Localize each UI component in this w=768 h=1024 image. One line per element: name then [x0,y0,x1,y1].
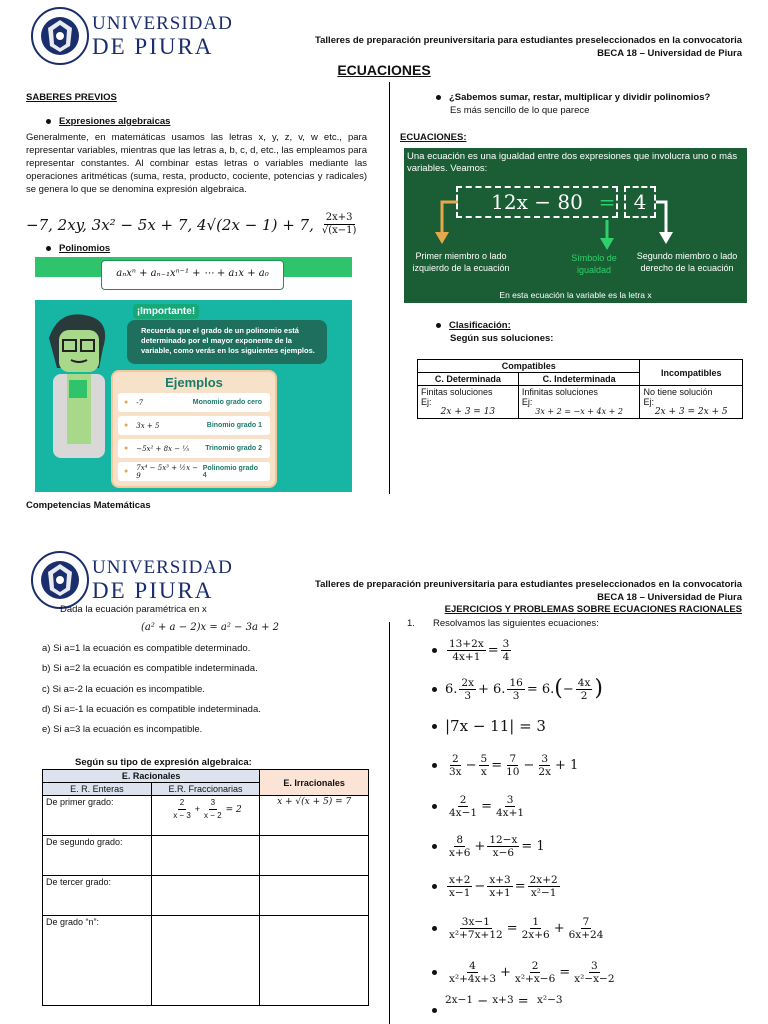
saberes-heading: SABERES PREVIOS [26,92,117,103]
question-answer: Es más sencillo de lo que parece [450,105,590,116]
ejercicios-heading: EJERCICIOS Y PROBLEMAS SOBRE ECUACIONES RACIONALES [444,604,742,615]
page-title: ECUACIONES [337,62,431,78]
cell-ej: Ej: [421,397,432,407]
fraction-numerator: 2x+3 [325,212,353,223]
example-expr: −5x² + 8x − ⅕ [136,444,190,453]
th-incompatibles: Incompatibles [640,360,743,386]
university-seal-icon [30,550,90,610]
bullet-icon [432,763,437,768]
expresiones-heading [60,115,170,128]
example-label: Monomio grado cero [192,399,262,406]
polinomios-heading-text: Polinomios [59,243,111,254]
th-irracionales: E. Irracionales [260,770,369,796]
bullet-icon [432,884,437,889]
th-compatibles: Compatibles [418,360,640,373]
page-header [262,34,742,60]
logo-line-1: UNIVERSIDAD [92,13,233,34]
equation-item [432,708,752,744]
equation-item: 2x−1 − x+3 = x²−3 [432,994,752,1024]
university-seal-icon [30,6,90,66]
irr-example-cell: x + √(x + 5) = 7 [260,796,369,836]
expression-examples [26,212,360,237]
bullet-icon [46,119,51,124]
page1-footer: Competencias Matemáticas [26,500,151,511]
polynomial-general-form: aₙxⁿ + aₙ₋₁xⁿ⁻¹ + ⋯ + a₁x + a₀ [101,260,284,290]
equation-item: $\frac{8}{x+6}$ + $\frac{12-x}{x-6}$ = 1 [432,826,752,866]
option-b: b) Si a=2 la ecuación es compatible indeterminada. [42,663,258,674]
ecuaciones-heading: ECUACIONES: [400,132,467,143]
th-indeterminada: C. Indeterminada [518,373,640,386]
clasificacion-text: Clasificación: [449,320,511,331]
bullet-icon [46,246,51,251]
bullet-icon [432,804,437,809]
item-number: 1. [407,618,415,629]
example-label: Trinomio grado 2 [205,445,262,452]
th-racionales: E. Racionales [43,770,260,783]
diagram-footer: En esta ecuación la variable es la letra x [499,290,652,300]
example-label: Binomio grado 1 [206,422,262,429]
important-tag: ¡Importante! [133,304,199,319]
university-logo [30,6,245,68]
th-fraccionarias: E.R. Fraccionarias [151,783,260,796]
cell-ej: Ej: [643,397,654,407]
cell-incompatible [640,386,743,419]
equation-left: 12x − 80 [491,190,583,214]
frac-example-cell: $\frac{2}{x - 3}$ + $\frac{3}{x - 2}$ = 2 [151,796,260,836]
polinomios-question [450,91,710,104]
parametric-equation: (a² + a − 2)x = a² − 3a + 2 [140,622,280,633]
examples-card [111,370,277,488]
abs-equation: |7x − 11| = 3 [445,717,546,735]
th-enteras: E. R. Enteras [43,783,152,796]
logo-line-1: UNIVERSIDAD [92,557,233,578]
example-label: Polinomio grado 4 [202,464,258,479]
example-row: ● 3x + 5 Binomio grado 1 [118,416,270,435]
parametric-question: Dada la ecuación paramétrica en x [60,604,207,615]
bullet-icon [432,970,437,975]
equation-right: 4 [633,190,647,214]
page2-header [262,578,742,604]
equation-item: $\frac{4}{\text{x²+4x+3}}$ + $\frac{2}{\text{x²+x−6}}$ = $\frac{3}{\text{x²−x−2}}$ [432,950,752,994]
equation-item: $\frac{2}{3x}$ − $\frac{5}{x}$ = $\frac{7}{10}$ − $\frac{3}{2x}$ + 1 [432,744,752,786]
cell-desc: No tiene solución [643,387,713,397]
bullet-icon [432,926,437,931]
cell-determinada [418,386,519,419]
frac-example-tail: = 2 [225,804,242,815]
example-row: ● 7x⁴ − 5x³ + ½x − 9 Polinomio grado 4 [118,462,270,481]
segun-soluciones: Según sus soluciones: [450,333,554,344]
examples-fraction [320,212,359,237]
empty-cell [151,836,260,876]
option-c: c) Si a=-2 la ecuación es incompatible. [42,684,205,695]
type-table [42,769,369,1006]
th-determinada: C. Determinada [418,373,519,386]
equation-diagram [404,148,747,303]
bullet-icon [432,1008,437,1013]
empty-cell [151,876,260,916]
bullet-icon [436,323,441,328]
example-row: ● -7 Monomio grado cero [118,393,270,412]
column-divider-page2 [389,622,390,1024]
diagram-intro: Una ecuación es una igualdad entre dos expresiones que involucra uno o más variables. Veamos: [407,151,738,174]
fraction-denominator: √(x−1) [321,225,357,236]
option-a: a) Si a=1 la ecuación es compatible determinado. [42,643,251,654]
bullet-icon [436,95,441,100]
polynomial-infographic [35,300,352,492]
cell-example: 2x + 3 = 2x + 5 [654,407,728,417]
option-e: e) Si a=3 la ecuación es incompatible. [42,724,203,735]
row-label: De grado “n”: [43,916,152,1006]
cell-desc: Infinitas soluciones [521,387,598,397]
row-label: De segundo grado: [43,836,152,876]
diagram-arrows-icon [404,148,747,303]
equations-list [432,630,752,1024]
important-note: Recuerda que el grado de un polinomio está determinado por el mayor exponente de la variable, como verás en los siguientes ejemplos. [127,320,327,364]
header-line-2: BECA 18 – Universidad de Piura [597,48,742,59]
header-line-1: Talleres de preparación preuniversitaria para estudiantes preseleccionados en la convocatoria [315,579,742,590]
cell-indeterminada [518,386,640,419]
example-expr: 7x⁴ − 5x³ + ½x − 9 [136,463,199,480]
cell-example: 3x + 2 = −x + 4x + 2 [535,407,624,416]
header-line-2: BECA 18 – Universidad de Piura [597,592,742,603]
bullet-icon [432,648,437,653]
label-equality-symbol: Símbolo de igualdad [571,253,617,275]
bullet-icon [432,724,437,729]
example-expr: -7 [136,398,144,407]
label-left-member: Primer miembro o lado izquierdo de la ecuación [412,251,510,273]
equation-item: $\frac{x+2}{x-1}$ − $\frac{x+3}{x+1}$ = $\frac{2x+2}{\text{x²−1}}$ [432,866,752,906]
expresiones-heading-text: Expresiones algebraicas [59,116,171,127]
empty-cell [260,916,369,1006]
empty-cell [260,836,369,876]
classification-table [417,359,743,419]
empty-cell [260,876,369,916]
empty-cell [151,916,260,1006]
examples-title: Ejemplos [165,375,223,390]
column-divider [389,82,390,494]
equation-item: $\frac{13+2x}{4x+1}$ = $\frac{3}{4}$ [432,630,752,670]
polinomios-heading [60,242,111,255]
bullet-icon [432,687,437,692]
expresiones-paragraph: Generalmente, en matemáticas usamos las letras x, y, z, v, w etc., para representar variables, mientras que las letras a, b, c, d, etc., las empleamos para representar constantes. Al combinar estas letras o variables mediante las operaciones aritméticas (suma, resta, producto, cociente, potencias y radicales) se genera lo que se denomina expresión algebraica. [26,132,367,195]
equation-item: 6. $\frac{2x}{3}$ + 6. $\frac{16}{3}$ = 6. ( − $\frac{4x}{2}$ ) [432,670,752,708]
cell-desc: Finitas soluciones [421,387,493,397]
header-line-1: Talleres de preparación preuniversitaria para estudiantes preseleccionados en la convocatoria [315,35,742,46]
item-text: Resolvamos las siguientes ecuaciones: [433,618,599,629]
tipo-heading: Según su tipo de expresión algebraica: [75,757,252,768]
equation-item: $\frac{3x-1}{\text{x²+7x+12}}$ = $\frac{1}{2x+6}$ + $\frac{7}{6x+24}$ [432,906,752,950]
example-row: ● −5x² + 8x − ⅕ Trinomio grado 2 [118,439,270,458]
cell-ej: Ej: [521,397,533,407]
equation-item: $\frac{2}{4x-1}$ = $\frac{3}{4x+1}$ [432,786,752,826]
equation-sign: = [598,190,616,214]
cell-example: 2x + 3 = 13 [440,407,496,417]
row-label: De tercer grado: [43,876,152,916]
label-right-member: Segundo miembro o lado derecho de la ecuación [636,251,738,273]
logo-line-2: DE PIURA [92,34,214,59]
question-text: ¿Sabemos sumar, restar, multiplicar y dividir polinomios? [449,92,711,103]
logo-line-2: DE PIURA [92,578,214,603]
option-d: d) Si a=-1 la ecuación es compatible indeterminada. [42,704,261,715]
bullet-icon [432,844,437,849]
clasificacion-heading [450,319,512,332]
examples-formula: −7, 2xy, 3x² − 5x + 7, 4√(2x − 1) + 7, [26,215,314,234]
example-expr: 3x + 5 [136,421,160,430]
row-label: De primer grado: [43,796,152,836]
